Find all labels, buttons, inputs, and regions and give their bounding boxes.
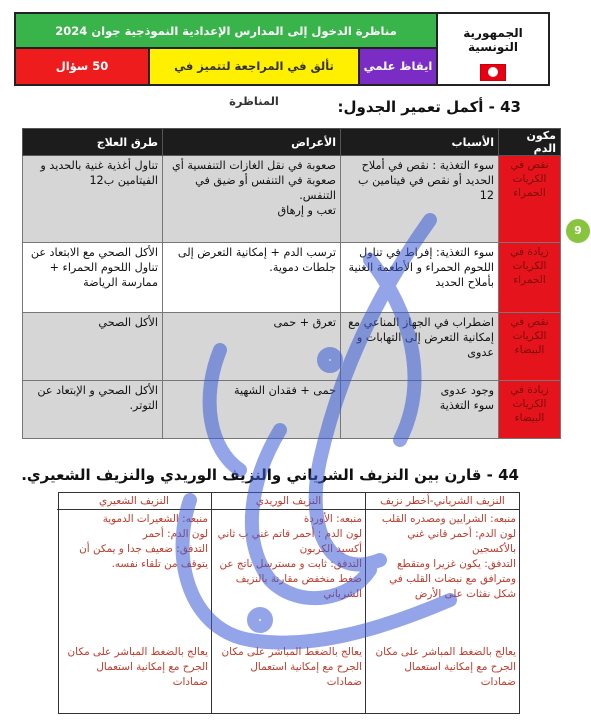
column-treatment: يعالج بالضغط المباشر على مكان الجرح مع إمكانية استعمال ضمادات	[67, 646, 208, 688]
exam-title: مناظرة الدخول إلى المدارس الإعدادية النموذجية جوان 2024	[16, 14, 436, 49]
cell-causes: اضطراب في الجهاز المناعي مع إمكانية التعرض إلى التهابات و عدوى	[341, 313, 499, 381]
header-causes: الأسباب	[341, 129, 499, 156]
cell-component: زيادة في الكريات البيضاء	[499, 381, 561, 439]
cell-symptoms: حمى + فقدان الشهية	[163, 381, 341, 439]
column-body: منبعه: الشرايين ومصدره القلب لون الدم: أحمر قاني غني بالأكسجين التدفق: يكون غزيرا ومتقطع ومترافق مع نبضات القلب في شكل نفثات على الأرض	[381, 513, 516, 600]
column-treatment: يعالج بالضغط المباشر على مكان الجرح مع إمكانية استعمال ضمادات	[375, 646, 516, 688]
column-venous	[211, 493, 365, 713]
header-subrow	[16, 49, 436, 108]
table-row	[23, 313, 561, 381]
motto-label: تألق في المراجعة لتتميز في المناظرة	[148, 49, 358, 84]
column-treatment: يعالج بالضغط المباشر على مكان الجرح مع إمكانية استعمال ضمادات	[221, 646, 362, 688]
cell-symptoms: صعوبة في نقل الغازات التنفسية أي صعوبة في التنفس أو ضيق في التنفس. تعب و إرهاق	[163, 156, 341, 243]
cell-treatment: الأكل الصحي و الإبتعاد عن التوتر.	[23, 381, 163, 439]
cell-component: نقص في الكريات الحمراء	[499, 156, 561, 243]
column-capillary	[57, 493, 211, 713]
cell-symptoms: ترسب الدم + إمكانية التعرض إلى جلطات دموية.	[163, 243, 341, 313]
page-number-badge: 9	[566, 219, 590, 243]
cell-causes: وجود عدوى سوء التغذية	[341, 381, 499, 439]
blood-table	[22, 128, 561, 439]
cell-treatment: الأكل الصحي مع الابتعاد عن تناول اللحوم الحمراء + ممارسة الرياضة	[23, 243, 163, 313]
column-body: منبعه: الشعيرات الدموية لون الدم: أحمر التدفق: ضعيف جدا و يمكن أن يتوقف من تلقاء نفسه.	[79, 513, 208, 570]
cell-component: زيادة في الكريات الحمراء	[499, 243, 561, 313]
column-body: منبعه: الأوردة لون الدم : أحمر قاتم غني ب ثاني أكسيد الكربون التدفق: ثابت و مسترسل ناتج عن ضغط منخفض مقارنة بالنزيف الشرياني	[217, 513, 362, 600]
cell-causes: سوء التغذية: إفراط في تناول اللحوم الحمراء و الأطعمة الغنية بأملاح الحديد	[341, 243, 499, 313]
column-arterial	[365, 493, 519, 713]
table-row	[23, 381, 561, 439]
bleeding-comparison-table	[58, 492, 520, 714]
column-head: النزيف الوريدي	[212, 493, 365, 510]
republic-box	[436, 14, 548, 84]
subject-label: ايقاظ علمي	[358, 49, 436, 84]
question-43-title: 43 - أكمل تعمير الجدول:	[337, 98, 521, 116]
tunisia-flag-icon	[480, 64, 506, 81]
header-treatment: طرق العلاج	[23, 129, 163, 156]
cell-symptoms: تعرق + حمى	[163, 313, 341, 381]
column-head: النزيف الشرياني-أخطر نزيف	[366, 493, 519, 510]
table-header-row	[23, 129, 561, 156]
republic-title: الجمهورية التونسية	[463, 26, 523, 54]
cell-treatment: الأكل الصحي	[23, 313, 163, 381]
header-component: مكون الدم	[499, 129, 561, 156]
cell-component: نقص في الكريات البيضاء	[499, 313, 561, 381]
cell-treatment: تناول أغذية غنية بالحديد و الفيتامين ب12	[23, 156, 163, 243]
table-row	[23, 156, 561, 243]
cell-causes: سوء التغذية : نقص في أملاح الحديد أو نقص في فيتامين ب 12	[341, 156, 499, 243]
column-head: النزيف الشعيري	[57, 493, 211, 510]
table-row	[23, 243, 561, 313]
question-count-label: 50 سؤال	[16, 49, 148, 84]
header-symptoms: الأعراض	[163, 129, 341, 156]
question-44-title: 44 - قارن بين النزيف الشرياني والنزيف الوريدي والنزيف الشعيري.	[21, 466, 519, 484]
